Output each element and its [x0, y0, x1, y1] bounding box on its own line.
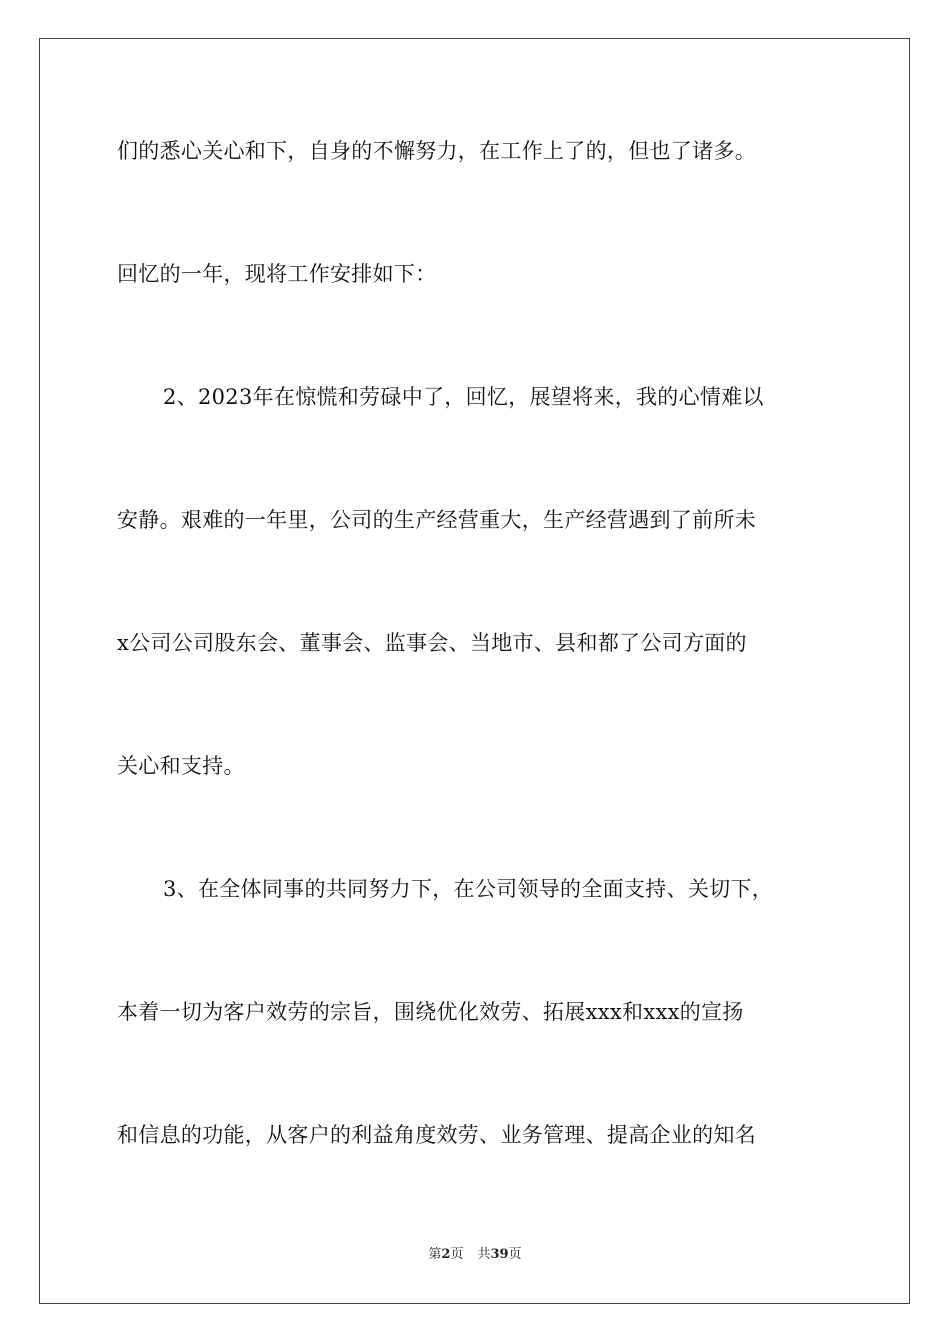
page-number: 2	[441, 1247, 451, 1262]
body-line-1: 们的悉心关心和下，自身的不懈努力，在工作上了的，但也了诸多。	[117, 139, 756, 163]
page-prefix: 第	[428, 1247, 442, 1262]
body-line-4: 安静。艰难的一年里，公司的生产经营重大，生产经营遇到了前所未	[117, 508, 756, 532]
page-border	[39, 38, 910, 1304]
total-suffix: 页	[508, 1247, 522, 1262]
body-line-3: 2、2023年在惊慌和劳碌中了，回忆，展望将来，我的心情难以	[163, 385, 764, 409]
page-suffix: 页	[450, 1247, 464, 1262]
body-line-8: 本着一切为客户效劳的宗旨，围绕优化效劳、拓展xxx和xxx的宣扬	[117, 1000, 744, 1024]
body-line-6: 关心和支持。	[117, 754, 245, 778]
total-pages: 39	[490, 1247, 509, 1262]
body-line-5: x公司公司股东会、董事会、监事会、当地市、县和都了公司方面的	[117, 631, 747, 655]
page-footer	[0, 1246, 950, 1264]
body-line-2: 回忆的一年，现将工作安排如下：	[117, 262, 437, 286]
total-prefix: 共	[477, 1247, 491, 1262]
body-line-7: 3、在全体同事的共同努力下，在公司领导的全面支持、关切下，	[163, 877, 774, 901]
body-line-9: 和信息的功能，从客户的利益角度效劳、业务管理、提高企业的知名	[117, 1123, 756, 1147]
